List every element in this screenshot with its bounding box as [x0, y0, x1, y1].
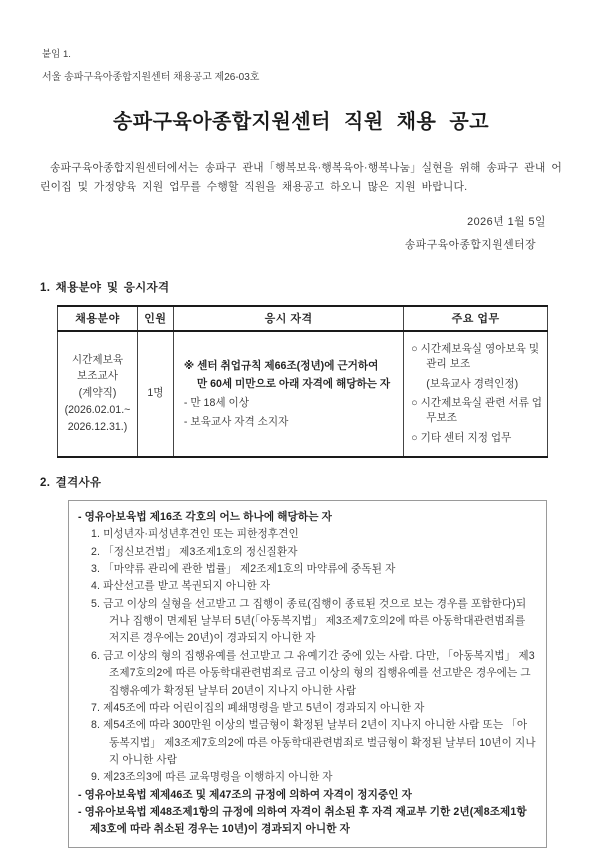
doc-number: 서울 송파구육아종합지원센터 채용공고 제26-03호 — [42, 72, 260, 83]
qualification-note-line1: ※ 센터 취업규칙 제66조(정년)에 근거하여 — [183, 359, 379, 372]
disqualification-lead: - 영유아보육법 제16조 각호의 어느 하나에 해당하는 자 — [78, 510, 332, 523]
disqualification-box — [68, 500, 547, 848]
page-title: 송파구육아종합지원센터 직원 채용 공고 — [112, 111, 490, 133]
disqualification-item: 5. 금고 이상의 실형을 선고받고 그 집행이 종료(집행이 종료된 것으로 보는 경우를 포함한다)되거나 집행이 면제된 날부터 5년(「아동복지법」 제3조제7호의2에 따른 아동학대관련범죄를 저지른 경우에는 20년)이 경과되지 아니한 자 — [91, 597, 527, 645]
field-line: 시간제보육 — [71, 353, 124, 366]
signer-name: 송파구육아종합지원센터장 — [404, 238, 536, 251]
table-header-row — [58, 306, 548, 331]
qualification-note-line2: 만 60세 미만으로 아래 자격에 해당하는 자 — [196, 377, 391, 390]
cell-headcount: 1명 — [137, 331, 173, 457]
field-line: (계약직) — [78, 387, 117, 400]
cell-qualification — [173, 331, 403, 457]
recruitment-table — [57, 305, 548, 458]
cell-recruit-field — [58, 331, 138, 457]
table-header-headcount: 인원 — [137, 306, 173, 331]
disqualification-item: 2. 「정신보건법」 제3조제1호의 정신질환자 — [91, 545, 298, 558]
disqualification-item: 8. 제54조에 따라 300만원 이상의 벌금형이 확정된 날부터 2년이 지나지 아니한 사람 또는 「아동복지법」 제3조제7호의2에 따른 아동학대관련범죄로 벌금형이 확정된 날부터 10년이 지나지 아니한 사람 — [91, 719, 536, 766]
intro-paragraph: 송파구육아종합지원센터에서는 송파구 관내「행복보육·행복육아·행복나눔」실현을 위해 송파구 관내 어린이집 및 가정양육 지원 업무를 수행할 직원을 채용공고 하오니 많은 지원 바랍니다. — [40, 162, 562, 193]
table-header-field: 채용분야 — [58, 306, 138, 331]
section1-heading: 1. 채용분야 및 응시자격 — [40, 281, 170, 294]
disqualification-item: 4. 파산선고를 받고 복권되지 아니한 자 — [91, 580, 271, 593]
duty-item: ○ 시간제보육실 영아보육 및 관리 보조 — [411, 342, 540, 371]
table-row — [58, 331, 548, 457]
duty-item: ○ 시간제보육실 관련 서류 업무보조 — [411, 396, 543, 425]
duty-subnote: (보육교사 경력인정) — [426, 377, 519, 390]
cell-duties — [404, 331, 548, 457]
qualification-item: - 만 18세 이상 — [183, 396, 249, 409]
field-line: (2026.02.01.~ — [64, 404, 131, 417]
table-header-duties: 주요 업무 — [404, 306, 548, 331]
disqualification-tail: - 영유아보육법 제48조제1항의 규정에 의하여 자격이 취소된 후 자격 재교부 기한 2년(제8조제1항제3호에 따라 취소된 경우는 10년)이 경과되지 아니한 자 — [78, 806, 527, 836]
qualification-item: - 보육교사 자격 소지자 — [183, 415, 289, 428]
disqualification-item: 3. 「마약류 관리에 관한 법률」 제2조제1호의 마약류에 중독된 자 — [91, 563, 396, 576]
announcement-date: 2026년 1월 5일 — [467, 215, 546, 228]
field-line: 2026.12.31.) — [67, 421, 128, 434]
disqualification-item: 1. 미성년자·피성년후견인 또는 피한정후견인 — [91, 528, 299, 541]
field-line: 보조교사 — [77, 370, 118, 383]
table-header-qualification: 응시 자격 — [173, 306, 403, 331]
disqualification-item: 7. 제45조에 따라 어린이집의 폐쇄명령을 받고 5년이 경과되지 아니한 자 — [91, 701, 425, 714]
disqualification-tail: - 영유아보육법 제제46조 및 제47조의 규정에 의하여 자격이 정지중인 자 — [78, 788, 412, 801]
disqualification-item: 6. 금고 이상의 형의 집행유예를 선고받고 그 유예기간 중에 있는 사람. 다만, 「아동복지법」 제3조제7호의2에 따른 아동학대관련범죄로 금고 이상의 형의 집행유예를 선고받은 경우에는 그 집행유예가 확정된 날부터 20년이 지나지 아니한 사람 — [91, 649, 535, 697]
section2-heading: 2. 결격사유 — [40, 476, 102, 489]
disqualification-item: 9. 제23조의3에 따른 교육명령을 이행하지 아니한 자 — [91, 771, 333, 784]
duty-item: ○ 기타 센터 지정 업무 — [411, 431, 512, 444]
attachment-label: 붙임 1. — [42, 49, 71, 60]
